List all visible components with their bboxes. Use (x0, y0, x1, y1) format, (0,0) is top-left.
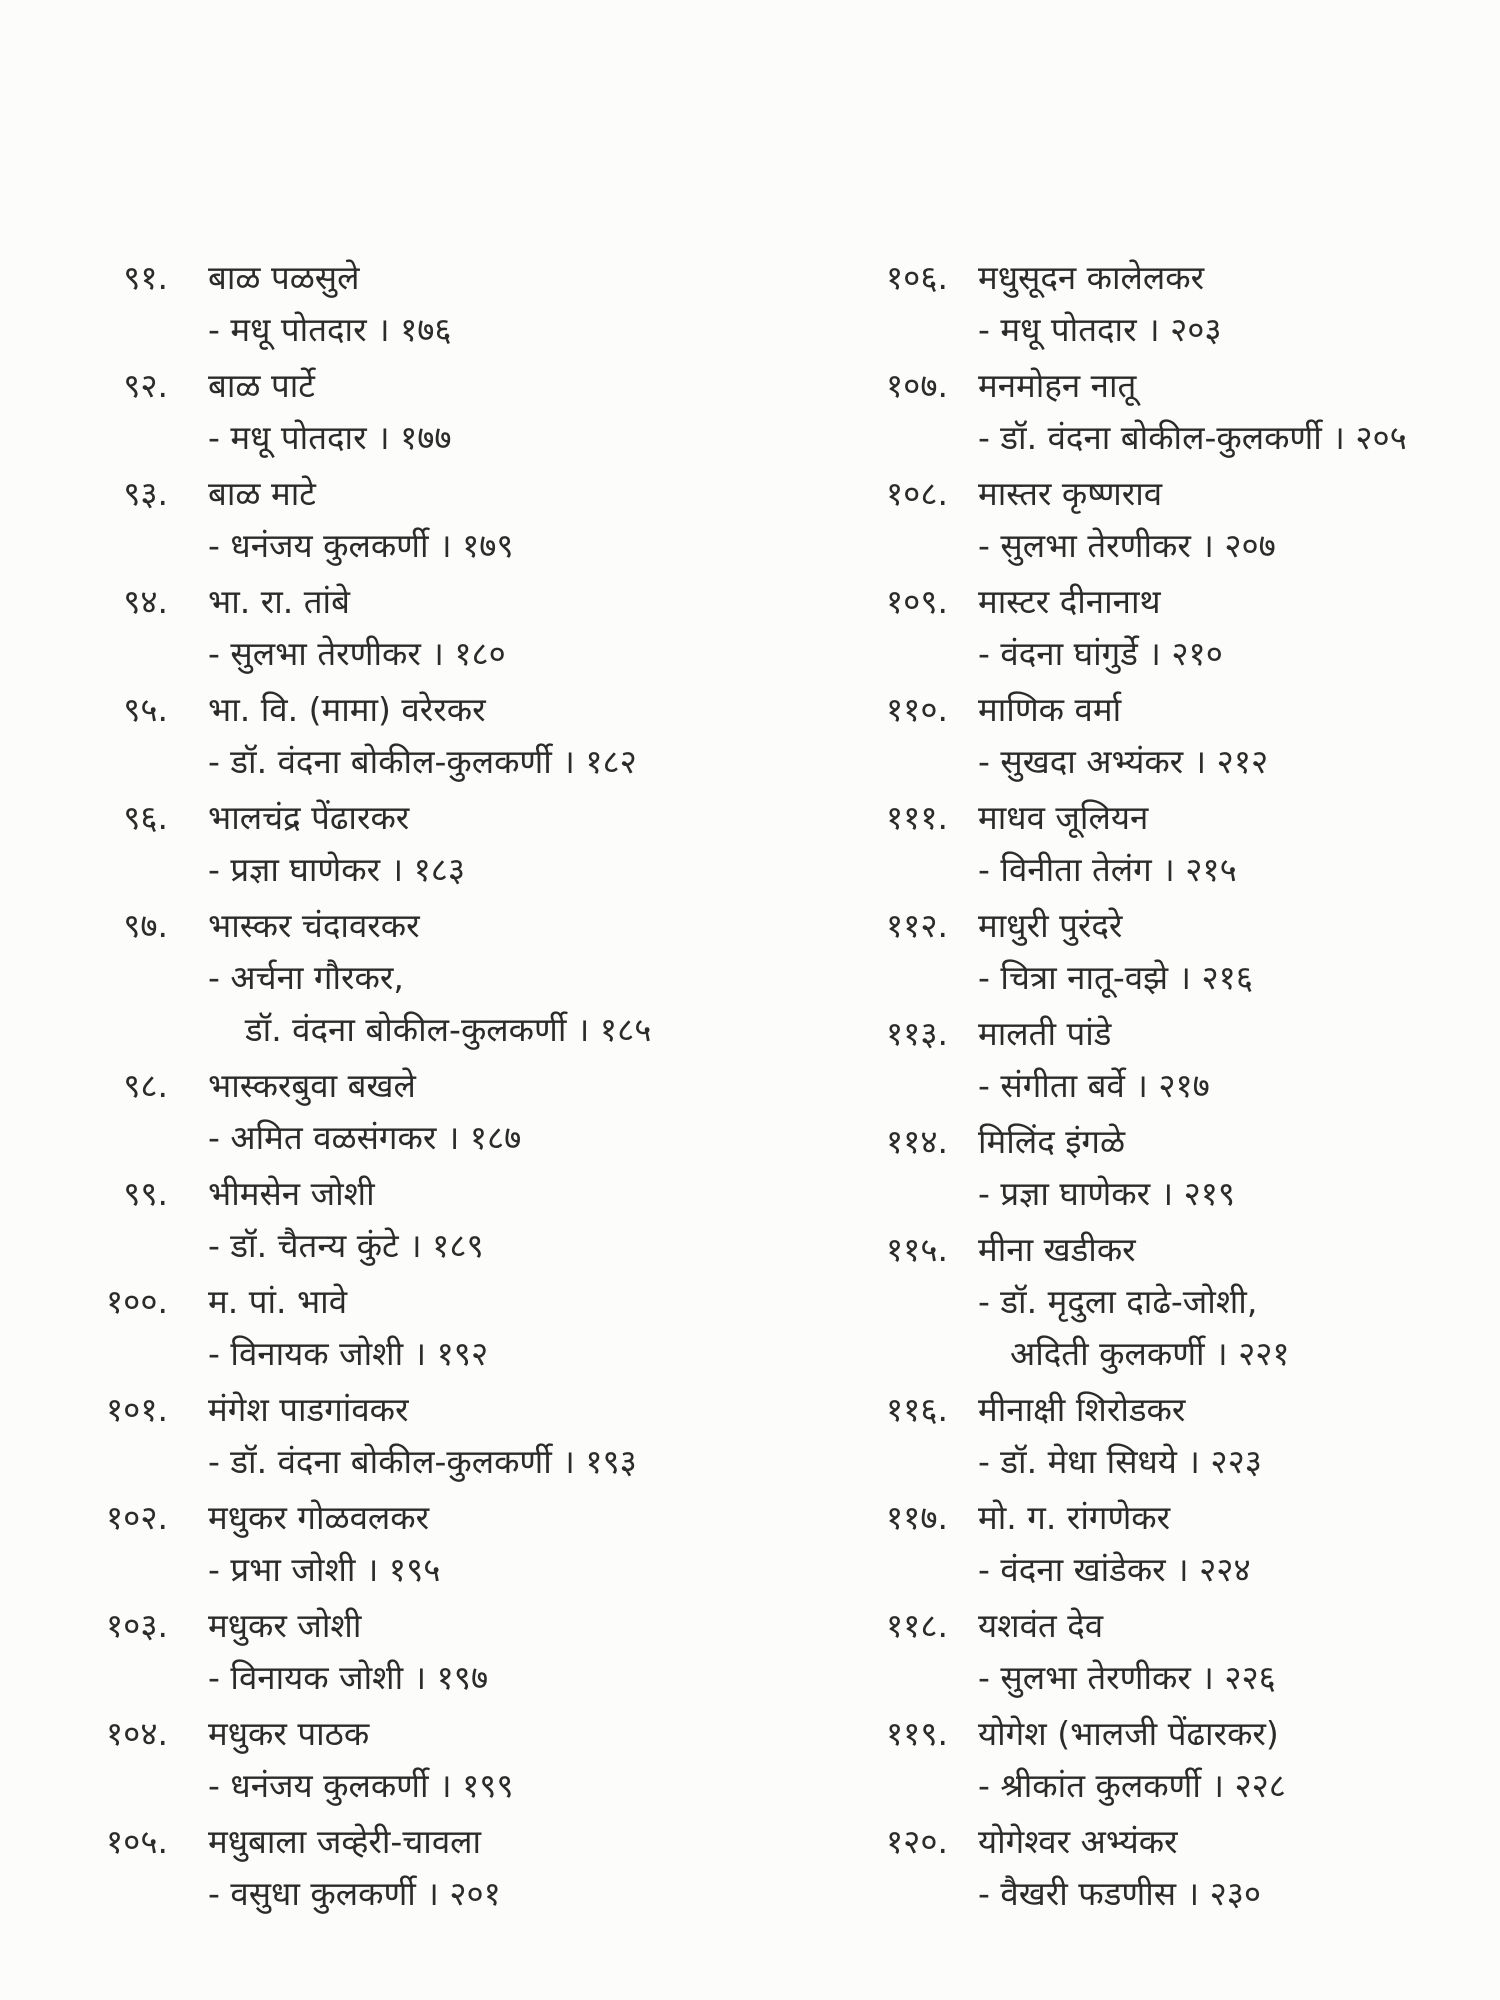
toc-entry-title-line (830, 1816, 1480, 1868)
entry-author-page: - सुलभा तेरणीकर । २२६ (978, 1658, 1276, 1697)
toc-entry-title-line (40, 792, 740, 844)
entry-subject-name: मिलिंद इंगळे (978, 1122, 1126, 1161)
toc-entry-title-line (830, 1008, 1480, 1060)
toc-entry-title-line (830, 360, 1480, 412)
entry-author-page: - डॉ. वंदना बोकील-कुलकर्णी । १८२ (208, 742, 637, 781)
entry-subject-name: मास्टर दीनानाथ (978, 582, 1161, 621)
toc-entry-title-line (830, 684, 1480, 736)
entry-subject-name: माणिक वर्मा (978, 690, 1122, 729)
toc-entry (40, 792, 740, 896)
toc-entry-title-line (830, 1708, 1480, 1760)
toc-entry-title-line (830, 1492, 1480, 1544)
entry-number: ११७. (886, 1498, 948, 1537)
entry-author-page: - धनंजय कुलकर्णी । १९९ (208, 1766, 514, 1805)
entry-author-page: अदिती कुलकर्णी । २२१ (1010, 1334, 1290, 1373)
entry-subject-name: माधुरी पुरंदरे (978, 906, 1123, 945)
entry-author-page: - वसुधा कुलकर्णी । २०१ (208, 1874, 501, 1913)
entry-subject-name: मालती पांडे (978, 1014, 1112, 1053)
entry-number: १११. (886, 798, 948, 837)
entry-subject-name: योगेश (भालजी पेंढारकर) (978, 1714, 1279, 1753)
entry-subject-name: माधव जूलियन (978, 798, 1149, 837)
entry-subject-name: भा. रा. तांबे (208, 582, 350, 621)
entry-number: ९४. (123, 582, 168, 621)
entry-subject-name: मो. ग. रांगणेकर (978, 1498, 1171, 1537)
entry-number: ९६. (123, 798, 168, 837)
entry-author-page: - मधू पोतदार । २०३ (978, 310, 1222, 349)
entry-author-page: - विनीता तेलंग । २१५ (978, 850, 1237, 889)
entry-subject-name: मंगेश पाडगांवकर (208, 1390, 409, 1429)
entry-number: १०४. (106, 1714, 168, 1753)
entry-subject-name: भास्कर चंदावरकर (208, 906, 420, 945)
toc-entry (40, 684, 740, 788)
entry-subject-name: मास्तर कृष्णराव (978, 474, 1163, 513)
toc-entry (40, 1168, 740, 1272)
entry-author-page: - मधू पोतदार । १७७ (208, 418, 452, 457)
toc-entry-title-line (40, 1168, 740, 1220)
toc-entry (830, 468, 1480, 572)
entry-subject-name: भालचंद्र पेंढारकर (208, 798, 410, 837)
entry-subject-name: मीना खडीकर (978, 1230, 1136, 1269)
toc-entry (40, 468, 740, 572)
toc-entry (40, 1600, 740, 1704)
toc-entry-title-line (40, 1492, 740, 1544)
entry-number: ९१. (123, 258, 168, 297)
entry-number: ११५. (886, 1230, 948, 1269)
entry-subject-name: बाळ माटे (208, 474, 316, 513)
toc-entry-title-line (40, 576, 740, 628)
entry-number: १०८. (886, 474, 948, 513)
entry-subject-name: मधुसूदन कालेलकर (978, 258, 1205, 297)
toc-entry (830, 1008, 1480, 1112)
entry-subject-name: भास्करबुवा बखले (208, 1066, 416, 1105)
toc-entry (40, 1816, 740, 1920)
entry-number: ११८. (886, 1606, 948, 1645)
toc-entry-title-line (40, 360, 740, 412)
entry-number: १०३. (106, 1606, 168, 1645)
entry-subject-name: मनमोहन नातू (978, 366, 1137, 405)
toc-entry (40, 252, 740, 356)
entry-author-page: - धनंजय कुलकर्णी । १७९ (208, 526, 514, 565)
toc-entry (830, 1492, 1480, 1596)
entry-author-page: - सुलभा तेरणीकर । १८० (208, 634, 506, 673)
entry-number: ९८. (123, 1066, 168, 1105)
toc-entry (40, 360, 740, 464)
entry-subject-name: मधुकर जोशी (208, 1606, 362, 1645)
entry-subject-name: भीमसेन जोशी (208, 1174, 375, 1213)
entry-author-page: - डॉ. वंदना बोकील-कुलकर्णी । १९३ (208, 1442, 637, 1481)
entry-number: १०६. (886, 258, 948, 297)
entry-author-page: - प्रज्ञा घाणेकर । २१९ (978, 1174, 1236, 1213)
entry-author-page: - डॉ. वंदना बोकील-कुलकर्णी । २०५ (978, 418, 1407, 457)
entry-number: १०९. (886, 582, 948, 621)
entry-author-page: - वंदना खांडेकर । २२४ (978, 1550, 1251, 1589)
entry-author-page: - डॉ. मृदुला दाढे-जोशी, (978, 1282, 1258, 1321)
entry-author-page: - सुखदा अभ्यंकर । २१२ (978, 742, 1269, 781)
entry-author-page: - डॉ. चैतन्य कुंटे । १८९ (208, 1226, 484, 1265)
entry-subject-name: मीनाक्षी शिरोडकर (978, 1390, 1186, 1429)
entry-author-page: - प्रज्ञा घाणेकर । १८३ (208, 850, 466, 889)
entry-subject-name: भा. वि. (मामा) वरेरकर (208, 690, 486, 729)
entry-number: ११९. (886, 1714, 948, 1753)
entry-subject-name: म. पां. भावे (208, 1282, 348, 1321)
entry-number: १०५. (106, 1822, 168, 1861)
entry-number: ९५. (123, 690, 168, 729)
toc-entry-title-line (830, 1116, 1480, 1168)
entry-subject-name: बाळ पार्टे (208, 366, 315, 405)
entry-author-page: - अमित वळसंगकर । १८७ (208, 1118, 522, 1157)
toc-entry (830, 1816, 1480, 1920)
entry-author-page: - डॉ. मेधा सिधये । २२३ (978, 1442, 1262, 1481)
toc-entry (830, 1384, 1480, 1488)
toc-entry (40, 1384, 740, 1488)
toc-entry-title-line (40, 252, 740, 304)
toc-entry (830, 1708, 1480, 1812)
toc-entry-title-line (830, 576, 1480, 628)
toc-entry (830, 792, 1480, 896)
toc-entry (830, 684, 1480, 788)
toc-entry-title-line (40, 684, 740, 736)
entry-subject-name: यशवंत देव (978, 1606, 1104, 1645)
entry-number: ९९. (123, 1174, 168, 1213)
toc-column-left (40, 252, 740, 1924)
toc-entry-title-line (830, 1224, 1480, 1276)
entry-author-page: - वंदना घांगुर्डे । २१० (978, 634, 1223, 673)
entry-number: १०७. (886, 366, 948, 405)
entry-author-page: - अर्चना गौरकर, (208, 958, 404, 997)
toc-entry-title-line (40, 1708, 740, 1760)
toc-entry-title-line (830, 1600, 1480, 1652)
entry-subject-name: मधुकर गोळवलकर (208, 1498, 430, 1537)
toc-entry-title-line (40, 468, 740, 520)
toc-column-right (830, 252, 1480, 1924)
toc-entry (830, 360, 1480, 464)
entry-number: ११२. (886, 906, 948, 945)
toc-entry (40, 1492, 740, 1596)
entry-author-page: - वैखरी फडणीस । २३० (978, 1874, 1262, 1913)
toc-entry-title-line (830, 900, 1480, 952)
entry-author-page: - चित्रा नातू-वझे । २१६ (978, 958, 1253, 997)
entry-number: १२०. (886, 1822, 948, 1861)
entry-author-page: - प्रभा जोशी । १९५ (208, 1550, 441, 1589)
entry-author-page: डॉ. वंदना बोकील-कुलकर्णी । १८५ (245, 1010, 652, 1049)
entry-author-page: - श्रीकांत कुलकर्णी । २२८ (978, 1766, 1286, 1805)
entry-subject-name: मधुकर पाठक (208, 1714, 370, 1753)
entry-number: ११३. (886, 1014, 948, 1053)
entry-author-page: - संगीता बर्वे । २१७ (978, 1066, 1210, 1105)
toc-entry (830, 900, 1480, 1004)
entry-author-page: - विनायक जोशी । १९२ (208, 1334, 489, 1373)
entry-number: ११६. (886, 1390, 948, 1429)
toc-entry (40, 576, 740, 680)
entry-number: १०१. (106, 1390, 168, 1429)
entry-number: ९३. (123, 474, 168, 513)
entry-number: ११०. (886, 690, 948, 729)
toc-entry-title-line (830, 252, 1480, 304)
toc-entry (40, 1060, 740, 1164)
entry-number: ९७. (123, 906, 168, 945)
toc-entry-title-line (40, 1600, 740, 1652)
toc-entry (40, 1276, 740, 1380)
entry-author-page: - सुलभा तेरणीकर । २०७ (978, 526, 1276, 565)
toc-entry (40, 1708, 740, 1812)
entry-number: १०२. (106, 1498, 168, 1537)
entry-subject-name: मधुबाला जव्हेरी-चावला (208, 1822, 482, 1861)
toc-entry-title-line (40, 1276, 740, 1328)
entry-number: १००. (106, 1282, 168, 1321)
toc-entry-title-line (40, 1384, 740, 1436)
toc-entry-title-line (40, 900, 740, 952)
entry-author-page: - मधू पोतदार । १७६ (208, 310, 452, 349)
toc-entry (830, 1116, 1480, 1220)
toc-entry (830, 576, 1480, 680)
entry-number: ९२. (123, 366, 168, 405)
toc-entry (830, 1600, 1480, 1704)
entry-author-page: - विनायक जोशी । १९७ (208, 1658, 489, 1697)
entry-subject-name: बाळ पळसुले (208, 258, 360, 297)
toc-entry (830, 252, 1480, 356)
toc-entry-title-line (830, 468, 1480, 520)
toc-entry-title-line (40, 1060, 740, 1112)
toc-entry-title-line (40, 1816, 740, 1868)
toc-entry (830, 1224, 1480, 1380)
entry-number: ११४. (886, 1122, 948, 1161)
entry-subject-name: योगेश्वर अभ्यंकर (978, 1822, 1178, 1861)
toc-entry (40, 900, 740, 1056)
toc-entry-title-line (830, 792, 1480, 844)
toc-entry-title-line (830, 1384, 1480, 1436)
